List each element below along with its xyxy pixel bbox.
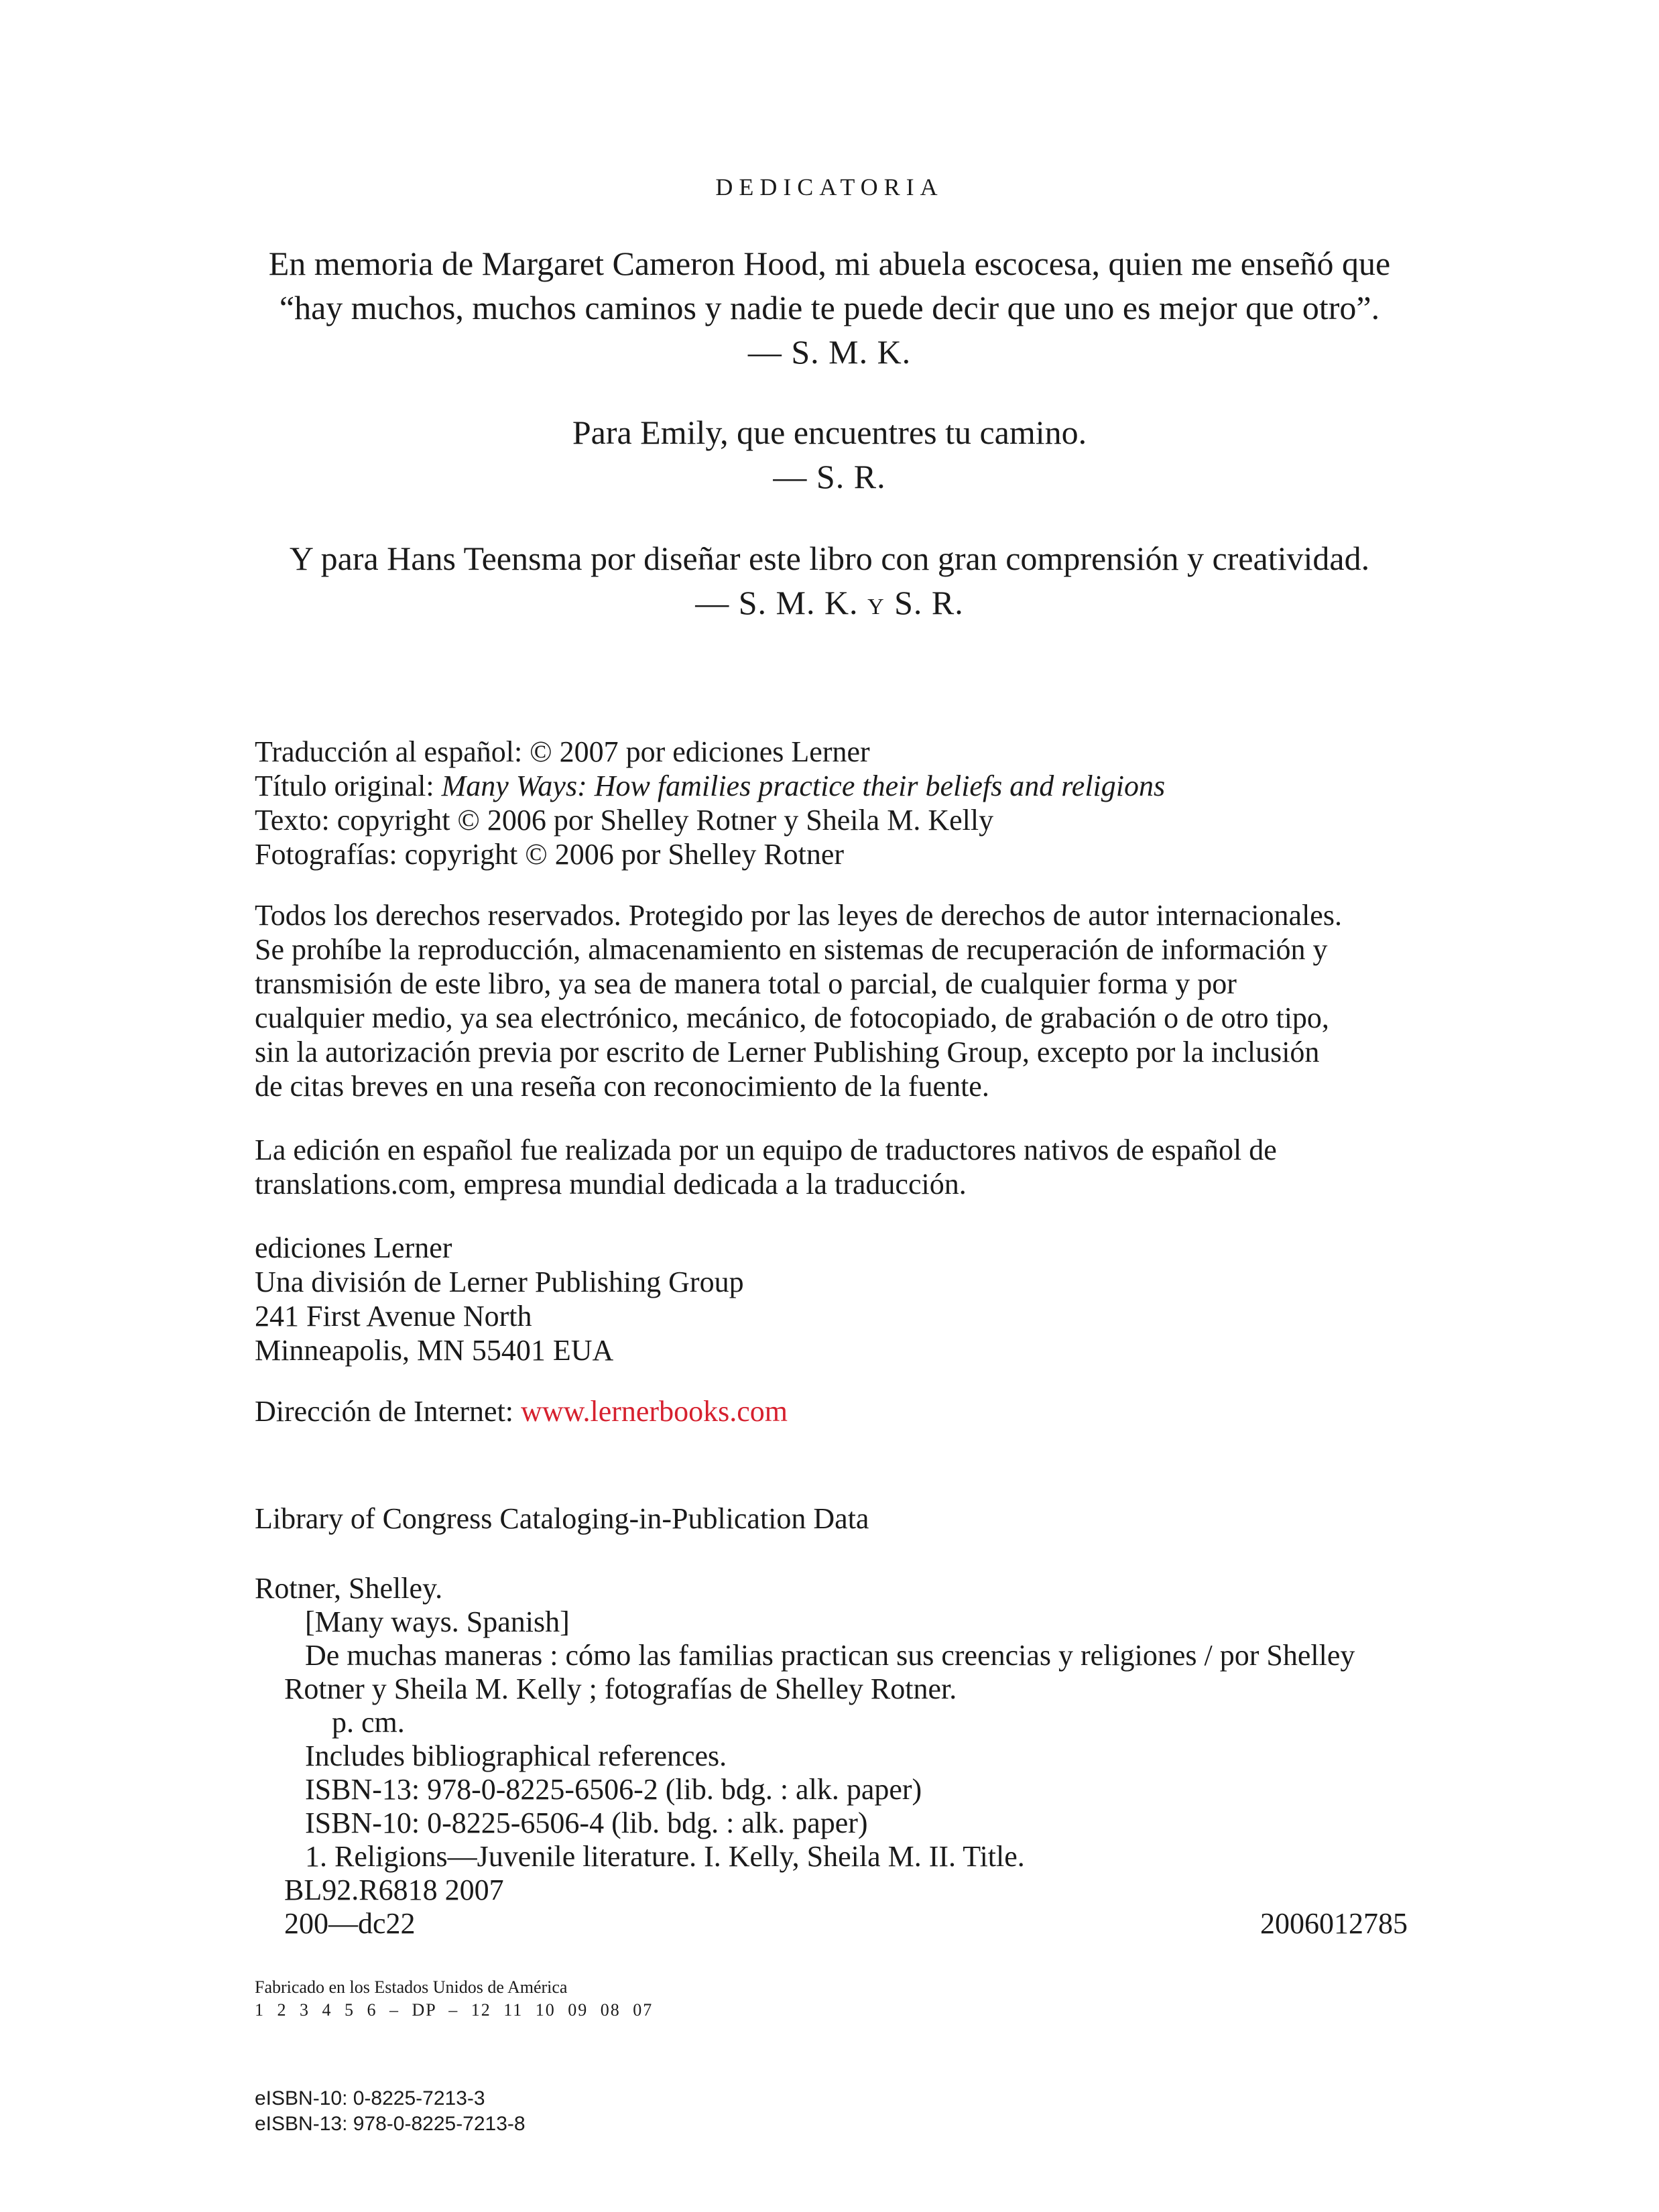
original-title-line [255, 769, 1434, 803]
cip-bibliography: Includes bibliographical references. [305, 1739, 727, 1772]
publisher-line: 241 First Avenue North [255, 1300, 532, 1333]
eisbn-10: eISBN-10: 0-8225-7213-3 [255, 2087, 485, 2109]
publisher-line: Una división de Lerner Publishing Group [255, 1266, 744, 1298]
cip-pages: p. cm. [332, 1706, 405, 1739]
rights-line: cualquier medio, ya sea electrónico, mecánico, de fotocopiado, de grabación o de otro tipo, [255, 1001, 1329, 1034]
dedication-second-line1: Para Emily, que encuentres tu camino. [572, 414, 1087, 451]
edition-note [255, 1133, 1434, 1201]
dedication-third-line1: Y para Hans Teensma por diseñar este libro con gran comprensión y creatividad. [289, 540, 1370, 577]
rights-line: de citas breves en una reseña con reconocimiento de la fuente. [255, 1070, 989, 1103]
rights-line: Se prohíbe la reproducción, almacenamiento en sistemas de recuperación de información y [255, 933, 1328, 966]
cip-isbn10: ISBN-10: 0-8225-6506-4 (lib. bdg. : alk. paper) [305, 1806, 868, 1839]
dedication-first-line1: En memoria de Margaret Cameron Hood, mi abuela escocesa, quien me enseñó que [268, 245, 1391, 282]
cip-subjects: 1. Religions—Juvenile literature. I. Kelly, Sheila M. II. Title. [305, 1840, 1025, 1873]
cip-title-line2: Rotner y Sheila M. Kelly ; fotografías de Shelley Rotner. [284, 1672, 957, 1705]
dedication-first [0, 241, 1659, 374]
rights-line: sin la autorización previa por escrito de Lerner Publishing Group, excepto por la inclusión [255, 1036, 1320, 1068]
cip-dewey: 200—dc22 [284, 1907, 416, 1940]
cip-uniform-title: [Many ways. Spanish] [305, 1605, 570, 1638]
made-in: Fabricado en los Estados Unidos de América [255, 1977, 568, 1997]
credits-block [255, 735, 1434, 871]
dedication-third-signature [0, 580, 1659, 629]
dedication-heading: DEDICATORIA [715, 174, 944, 200]
dedication-third-signature-b: S. R. [894, 584, 964, 621]
publisher-line: Minneapolis, MN 55401 EUA [255, 1334, 614, 1367]
rights-block [255, 898, 1434, 1103]
website-link[interactable]: www.lernerbooks.com [521, 1395, 788, 1428]
rights-line: Todos los derechos reservados. Protegido por las leyes de derechos de autor internacionales. [255, 899, 1342, 932]
edition-note-line: translations.com, empresa mundial dedicada a la traducción. [255, 1168, 967, 1201]
cip-call-number: BL92.R6818 2007 [284, 1873, 504, 1906]
original-title-label: Título original: [255, 770, 442, 802]
text-credit: Texto: copyright © 2006 por Shelley Rotner y Sheila M. Kelly [255, 804, 994, 837]
cip-heading: Library of Congress Cataloging-in-Publication Data [255, 1502, 869, 1535]
cip-title-line1: De muchas maneras : cómo las familias practican sus creencias y religiones / por Shelley [305, 1639, 1355, 1672]
cip-record [255, 1572, 1408, 1941]
translation-credit: Traducción al español: © 2007 por ediciones Lerner [255, 735, 870, 768]
internet-line [255, 1394, 1434, 1428]
cip-isbn13: ISBN-13: 978-0-8225-6506-2 (lib. bdg. : alk. paper) [305, 1773, 922, 1806]
dedication-first-line2: “hay muchos, muchos caminos y nadie te puede decir que uno es mejor que otro”. [279, 289, 1380, 326]
cip-author: Rotner, Shelley. [255, 1572, 443, 1605]
dedication-third [0, 536, 1659, 629]
eisbn-13: eISBN-13: 978-0-8225-7213-8 [255, 2113, 526, 2135]
cip-last-row [255, 1907, 1408, 1941]
rights-line: transmisión de este libro, ya sea de manera total o parcial, de cualquier forma y por [255, 967, 1237, 1000]
photo-credit: Fotografías: copyright © 2006 por Shelley Rotner [255, 838, 845, 871]
edition-note-line: La edición en español fue realizada por un equipo de traductores nativos de español de [255, 1133, 1277, 1166]
dedication-first-signature: — S. M. K. [747, 333, 912, 371]
manufacture-info [255, 1976, 653, 2022]
internet-label: Dirección de Internet: [255, 1395, 521, 1428]
publisher-address [255, 1231, 1434, 1367]
original-title: Many Ways: How families practice their beliefs and religions [441, 770, 1166, 802]
dedication-second-signature: — S. R. [773, 458, 886, 495]
cip-lccn: 2006012785 [1260, 1907, 1408, 1940]
dedication-third-signature-joiner: Y [867, 595, 885, 619]
dedication-third-signature-a: — S. M. K. [695, 584, 859, 621]
print-line: 1 2 3 4 5 6 – DP – 12 11 10 09 08 07 [255, 2000, 654, 2020]
eisbn-block [255, 2086, 526, 2137]
publisher-line: ediciones Lerner [255, 1231, 452, 1264]
dedication-second [0, 410, 1659, 499]
